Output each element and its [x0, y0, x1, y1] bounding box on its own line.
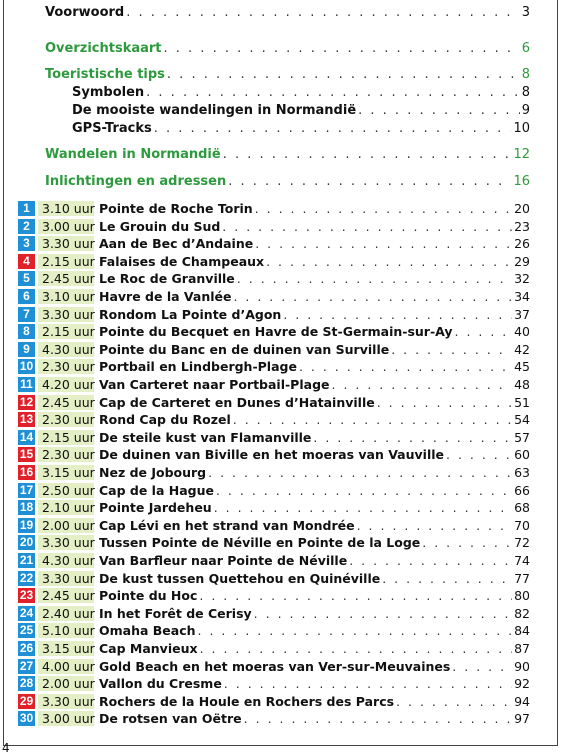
dot-leader [237, 271, 512, 286]
dot-leader [357, 518, 512, 533]
walk-page: 26 [514, 236, 530, 252]
dot-leader [299, 359, 512, 374]
walk-title: Cap de la Hague [99, 482, 214, 498]
walk-number-badge: 2 [18, 219, 35, 234]
walk-number-badge: 16 [19, 465, 34, 479]
toc-walk-entry[interactable] [18, 588, 530, 603]
walk-title: Pointe du Hoc [99, 588, 198, 604]
dot-leader [164, 41, 520, 56]
walk-page: 63 [514, 465, 530, 480]
walk-title: Van Barfleur naar Pointe de Néville [99, 553, 348, 568]
toc-walk-entry[interactable] [18, 659, 530, 674]
walk-duration: 3.00 uur [38, 711, 94, 726]
walk-number-badge: 28 [19, 676, 34, 691]
toc-walk-entry[interactable] [18, 377, 530, 392]
toc-entry-page: 16 [513, 174, 530, 189]
walk-duration: 2.40 uur [38, 606, 94, 621]
toc-entry-title: Overzichtskaart [45, 41, 162, 56]
toc-walk-entry[interactable] [18, 412, 530, 427]
toc-walk-entry[interactable] [18, 342, 530, 357]
dot-leader [446, 447, 512, 462]
dot-leader [233, 412, 512, 427]
walk-page: 32 [514, 271, 530, 287]
walk-page: 84 [514, 623, 530, 639]
dot-leader [255, 236, 512, 251]
walk-page: 45 [514, 359, 530, 375]
toc-walk-entry[interactable] [18, 447, 530, 462]
toc-walk-entry[interactable] [18, 236, 530, 251]
toc-entry-page: 3 [521, 5, 530, 20]
walk-title: De duinen van Biville en het moeras van Vauville [99, 447, 444, 463]
dot-leader [223, 147, 512, 162]
dot-leader [382, 571, 512, 586]
walk-title: Cap de Carteret en Dunes d’Hatainville [99, 394, 375, 410]
dot-leader [313, 430, 512, 445]
toc-entry-title: De mooiste wandelingen in Normandië [72, 103, 357, 118]
walk-number-badge: 20 [19, 535, 34, 550]
walk-title: Cap Manvieux [99, 641, 198, 656]
walk-title: Tussen Pointe de Néville en Pointe de la Loge [99, 535, 421, 551]
toc-walk-entry[interactable] [18, 606, 530, 621]
walk-title: Havre de la Vanlée [99, 289, 232, 304]
walk-number-badge: 8 [18, 324, 35, 339]
walk-title: Cap Lévi en het strand van Mondrée [99, 517, 355, 533]
walk-duration: 3.30 uur [38, 535, 94, 550]
walk-page: 57 [514, 429, 530, 445]
walk-page: 54 [514, 412, 530, 428]
walk-page: 94 [514, 693, 530, 709]
toc-walk-entry[interactable] [18, 430, 530, 445]
walk-title: Vallon du Cresme [99, 676, 222, 692]
toc-section-entry[interactable] [45, 67, 530, 82]
walk-page: 68 [514, 500, 530, 516]
walk-page: 37 [514, 306, 530, 322]
toc-entry-title: Wandelen in Normandië [45, 147, 221, 162]
walk-page: 51 [514, 394, 530, 410]
dot-leader [266, 254, 512, 269]
toc-section-entry[interactable] [45, 174, 530, 189]
toc-section-entry[interactable] [45, 147, 530, 162]
walk-duration: 2.00 uur [38, 676, 94, 691]
dot-leader [199, 588, 512, 603]
walk-duration: 2.00 uur [38, 518, 94, 533]
walk-title: Rond Cap du Rozel [99, 412, 231, 428]
toc-entry-title: GPS-Tracks [72, 121, 152, 136]
walk-number-badge: 25 [19, 623, 34, 638]
walk-page: 77 [514, 570, 530, 586]
walk-page: 29 [514, 253, 530, 269]
dot-leader [146, 85, 520, 100]
dot-leader [332, 377, 513, 392]
walk-number-badge: 1 [18, 201, 35, 216]
toc-entry-page: 6 [521, 41, 530, 56]
walk-page: 70 [514, 517, 530, 533]
walk-duration: 2.30 uur [38, 412, 94, 427]
walk-number-badge: 3 [18, 236, 35, 251]
toc-entry-page: 10 [513, 121, 530, 136]
dot-leader [228, 174, 511, 189]
walk-title: Portbail en Lindbergh-Plage [99, 359, 297, 375]
walk-duration: 3.30 uur [38, 236, 94, 251]
walk-page: 34 [514, 289, 530, 304]
walk-duration: 3.15 uur [38, 641, 94, 656]
walk-number-badge: 27 [19, 658, 34, 673]
toc-section-entry[interactable] [72, 85, 530, 100]
walk-duration: 4.20 uur [38, 377, 94, 392]
walk-page: 20 [514, 201, 530, 216]
walk-page: 74 [514, 553, 530, 568]
walk-page: 92 [514, 676, 530, 692]
toc-walk-entry[interactable] [18, 307, 530, 322]
dot-leader [358, 103, 520, 118]
walk-number-badge: 13 [19, 412, 34, 427]
toc-walk-entry[interactable] [18, 254, 530, 269]
walk-title: Rochers de la Houle en Rochers des Parcs [99, 693, 395, 709]
toc-section-entry[interactable] [72, 103, 530, 118]
dot-leader [167, 67, 520, 82]
dot-leader [422, 535, 512, 550]
toc-walk-entry[interactable] [18, 201, 530, 216]
walk-duration: 2.45 uur [38, 395, 94, 410]
walk-page: 72 [514, 535, 530, 551]
toc-walk-entry[interactable] [18, 324, 530, 339]
toc-section-entry[interactable] [45, 5, 530, 20]
dot-leader [396, 694, 512, 709]
toc-entry-page: 9 [521, 103, 530, 118]
dot-leader [455, 324, 513, 339]
toc-walk-entry[interactable] [18, 535, 530, 550]
walk-duration: 4.00 uur [38, 659, 94, 674]
walk-duration: 2.15 uur [38, 430, 94, 445]
toc-entry-title: Toeristische tips [45, 67, 165, 82]
walk-title: Rondom La Pointe d’Agon [99, 306, 282, 322]
dot-leader [126, 5, 520, 20]
dot-leader [255, 201, 512, 216]
walk-page: 87 [514, 641, 530, 656]
walk-title: De kust tussen Quettehou en Quinéville [99, 570, 381, 586]
walk-title: Falaises de Champeaux [99, 253, 265, 269]
walk-duration: 3.30 uur [38, 571, 94, 586]
toc-walk-entry[interactable] [18, 711, 530, 726]
dot-leader [254, 606, 512, 621]
dot-leader [377, 395, 512, 410]
walk-duration: 2.45 uur [38, 588, 94, 603]
walk-number-badge: 29 [19, 693, 34, 708]
walk-page: 42 [514, 341, 530, 357]
toc-section-entry[interactable] [72, 121, 530, 136]
walk-duration: 2.50 uur [38, 483, 94, 498]
walk-title: Gold Beach en het moeras van Ver-sur-Meuvaines [99, 658, 451, 674]
dot-leader [233, 289, 512, 304]
toc-walk-entry[interactable] [18, 289, 530, 304]
walk-duration: 3.10 uur [38, 201, 94, 216]
walk-title: Van Carteret naar Portbail-Plage [99, 377, 330, 392]
walk-title: Pointe Jardeheu [99, 500, 212, 516]
walk-page: 90 [514, 658, 530, 674]
walk-title: In het Forêt de Cerisy [99, 605, 252, 621]
walk-number-badge: 10 [19, 359, 34, 374]
walk-duration: 4.30 uur [38, 342, 94, 357]
walk-duration: 5.10 uur [38, 623, 94, 638]
walk-duration: 2.30 uur [38, 359, 94, 374]
dot-leader [391, 342, 512, 357]
toc-walk-entry[interactable] [18, 465, 530, 480]
walk-number-badge: 12 [19, 394, 34, 409]
toc-walk-entry[interactable] [18, 694, 530, 709]
walk-number-badge: 4 [18, 254, 35, 269]
toc-walk-entry[interactable] [18, 518, 530, 533]
walk-duration: 3.10 uur [38, 289, 94, 304]
walk-number-badge: 24 [19, 605, 34, 620]
walk-number-badge: 23 [19, 588, 34, 603]
toc-entry-page: 8 [521, 67, 530, 82]
walk-page: 23 [514, 218, 530, 234]
dot-leader [224, 676, 512, 691]
walk-number-badge: 7 [18, 307, 35, 322]
walk-number-badge: 22 [19, 570, 34, 585]
dot-leader [244, 711, 512, 726]
toc-walk-entry[interactable] [18, 500, 530, 515]
walk-number-badge: 26 [19, 641, 34, 655]
walk-duration: 3.30 uur [38, 307, 94, 322]
dot-leader [198, 623, 513, 638]
walk-title: Pointe de Roche Torin [99, 201, 253, 216]
toc-walk-entry[interactable] [18, 676, 530, 691]
walk-number-badge: 21 [19, 553, 34, 567]
toc-walk-entry[interactable] [18, 359, 530, 374]
walk-title: De steile kust van Flamanville [99, 429, 312, 445]
walk-duration: 2.30 uur [38, 447, 94, 462]
walk-number-badge: 9 [18, 342, 35, 357]
walk-duration: 4.30 uur [38, 553, 94, 568]
walk-page: 60 [514, 447, 530, 463]
walk-number-badge: 15 [19, 447, 34, 462]
toc-entry-page: 12 [513, 147, 530, 162]
dot-leader [214, 500, 512, 515]
walk-duration: 2.15 uur [38, 324, 94, 339]
walk-duration: 2.15 uur [38, 254, 94, 269]
walk-title: Nez de Jobourg [99, 465, 207, 480]
walk-page: 80 [514, 588, 530, 604]
walk-duration: 3.15 uur [38, 465, 94, 480]
walk-title: Aan de Bec d’Andaine [99, 236, 254, 252]
toc-walk-entry[interactable] [18, 395, 530, 410]
walk-page: 40 [514, 324, 530, 340]
toc-walk-entry[interactable] [18, 623, 530, 638]
toc-entry-title: Symbolen [72, 85, 145, 100]
toc-section-entry[interactable] [45, 41, 530, 56]
walk-title: Omaha Beach [99, 623, 196, 639]
toc-walk-entry[interactable] [18, 219, 530, 234]
walk-number-badge: 11 [18, 377, 35, 392]
toc-entry-title: Voorwoord [45, 5, 125, 20]
footer-page-number: 4 [2, 741, 10, 755]
dot-leader [452, 659, 512, 674]
dot-leader [283, 307, 512, 322]
walk-duration: 2.10 uur [38, 500, 94, 515]
dot-leader [222, 219, 512, 234]
walk-title: Le Roc de Granville [99, 271, 235, 287]
walk-duration: 3.00 uur [38, 219, 94, 234]
toc-walk-entry[interactable] [18, 553, 530, 568]
walk-page: 97 [514, 711, 530, 727]
toc-walk-entry[interactable] [18, 641, 530, 656]
dot-leader [216, 483, 512, 498]
dot-leader [200, 641, 513, 656]
toc-walk-entry[interactable] [18, 271, 530, 286]
walk-title: De rotsen van Oëtre [99, 711, 242, 727]
walk-number-badge: 5 [18, 271, 35, 286]
toc-entry-title: Inlichtingen en adressen [45, 174, 227, 189]
toc-entry-page: 8 [521, 85, 530, 100]
walk-title: Pointe du Becquet en Havre de St-Germain-sur-Ay [99, 324, 453, 340]
walk-page: 82 [514, 605, 530, 621]
walk-duration: 2.45 uur [38, 271, 94, 286]
walk-title: Pointe du Banc en de duinen van Surville [99, 341, 390, 357]
walk-page: 66 [514, 482, 530, 498]
walk-number-badge: 17 [19, 482, 34, 497]
walk-number-badge: 30 [19, 711, 34, 726]
walk-duration: 3.30 uur [38, 694, 94, 709]
walk-page: 48 [514, 377, 530, 392]
walk-number-badge: 14 [19, 429, 34, 444]
dot-leader [349, 553, 512, 568]
toc-walk-entry[interactable] [18, 571, 530, 586]
walk-number-badge: 19 [19, 517, 34, 532]
walk-number-badge: 18 [19, 500, 34, 515]
walk-number-badge: 6 [18, 289, 35, 304]
toc-walk-entry[interactable] [18, 483, 530, 498]
walk-title: Le Grouin du Sud [99, 218, 221, 234]
dot-leader [154, 121, 512, 136]
dot-leader [208, 465, 512, 480]
